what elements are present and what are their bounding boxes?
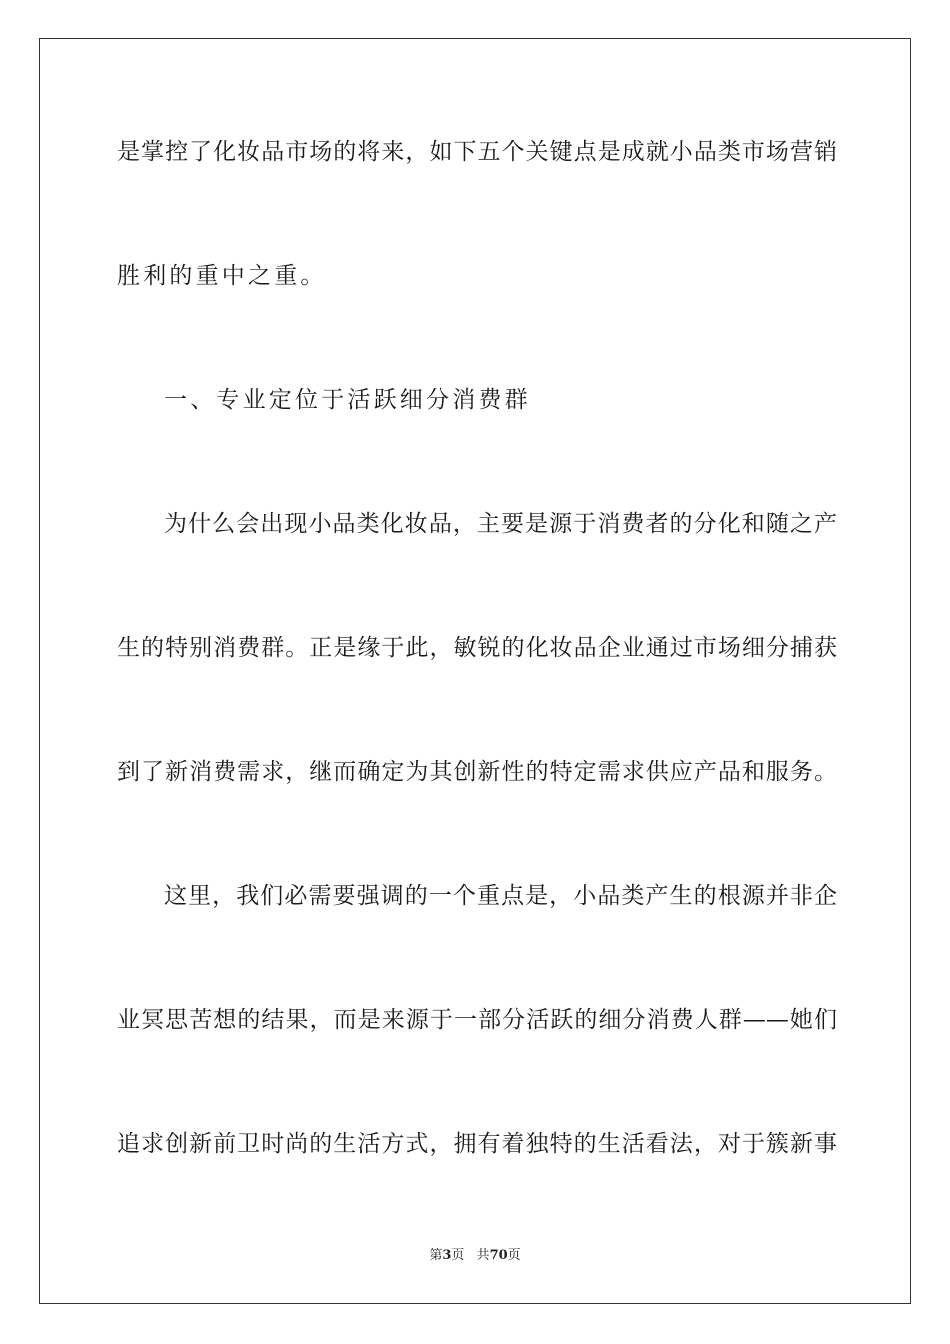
paragraph-line-6: 这里，我们必需要强调的一个重点是，小品类产生的根源并非企 [164,883,837,909]
page-indicator [429,1248,464,1263]
paragraph-line-5: 到了新消费需求，继而确定为其创新性的特定需求供应产品和服务。 [117,759,837,785]
total-suffix: 页 [507,1248,521,1263]
paragraph-line-1: 是掌控了化妆品市场的将来，如下五个关键点是成就小品类市场营销 [117,139,837,165]
paragraph-line-2: 胜利的重中之重。 [117,263,327,289]
section-heading: 一、专业定位于活跃细分消费群 [164,387,531,413]
paragraph-line-4: 生的特别消费群。正是缘于此，敏锐的化妆品企业通过市场细分捕获 [117,635,837,661]
total-indicator [477,1248,521,1263]
page-prefix: 第 [429,1248,443,1263]
paragraph-line-8: 追求创新前卫时尚的生活方式，拥有着独特的生活看法，对于簇新事 [117,1131,837,1157]
paragraph-line-7: 业冥思苦想的结果，而是来源于一部分活跃的细分消费人群——她们 [117,1007,837,1033]
page-number: 3 [442,1248,452,1263]
page-footer [0,1247,950,1265]
total-prefix: 共 [476,1248,490,1263]
paragraph-line-3: 为什么会出现小品类化妆品，主要是源于消费者的分化和随之产 [164,511,837,537]
total-pages: 70 [489,1248,508,1263]
page-border [39,38,911,1304]
page-suffix: 页 [451,1248,465,1263]
